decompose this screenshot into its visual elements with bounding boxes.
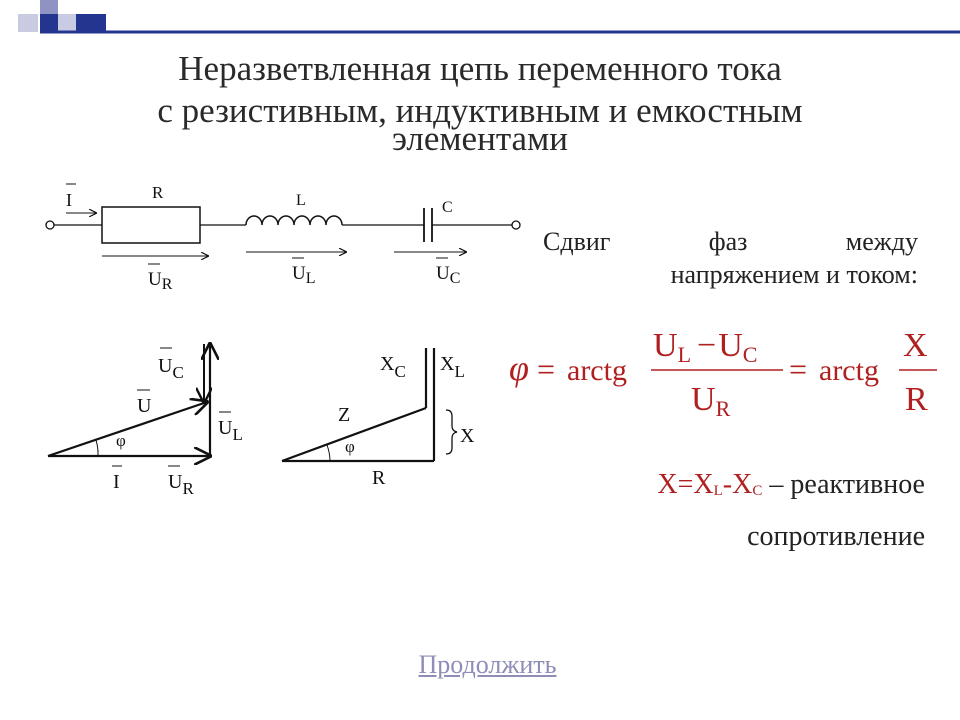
- resistor: [102, 207, 200, 243]
- phi-arc-2: [327, 445, 330, 461]
- formula-r: R: [905, 381, 928, 418]
- continue-link[interactable]: Продолжить: [418, 650, 557, 679]
- reactive-xl-sub: L: [713, 483, 723, 499]
- x-brace: [446, 410, 457, 454]
- vd-phi-label: φ: [116, 431, 126, 450]
- output-terminal: [512, 221, 520, 229]
- reactive-dash: -X: [722, 469, 753, 500]
- phase-word-3: между: [845, 227, 918, 256]
- inductor-label: L: [296, 192, 306, 209]
- formula-denominator: UR: [691, 381, 731, 421]
- uc-label: $U_C$: [436, 263, 461, 287]
- x-label: X: [460, 425, 475, 447]
- ul-label: $U_L$: [292, 263, 316, 287]
- vd-ur-label: $U_R$: [168, 471, 194, 498]
- current-label: I: [66, 190, 72, 210]
- vd-ul-label: $U_L$: [218, 417, 243, 444]
- z-label: Z: [338, 404, 351, 426]
- formula-eq-1: =: [537, 351, 556, 387]
- phi-label-2: φ: [345, 437, 355, 456]
- inductor-coil: [246, 216, 342, 225]
- vd-u-label: U: [137, 395, 152, 417]
- xl-label: $X_L$: [440, 353, 465, 381]
- formula-arctg-1: arctg: [567, 354, 627, 387]
- formula-eq-2: =: [789, 351, 808, 387]
- formula-arctg-2: arctg: [819, 354, 879, 387]
- capacitor-label: C: [442, 199, 453, 216]
- phase-word-1: Сдвиг: [543, 227, 611, 256]
- reactive-desc: – реактивное: [762, 469, 925, 500]
- vd-i-label: I: [113, 471, 120, 493]
- phase-line-2: напряжением и током:: [670, 260, 918, 289]
- formula-phi: φ: [509, 348, 529, 388]
- slide-title-line-3: элементами: [392, 119, 568, 158]
- xc-label: $X_C$: [380, 353, 406, 381]
- reactive-x-prefix: X=X: [657, 469, 714, 500]
- phase-word-2: фаз: [708, 227, 748, 256]
- phase-formula: [505, 318, 955, 428]
- voltage-vector-diagram: [48, 344, 243, 498]
- input-terminal: [46, 221, 54, 229]
- reactive-line-1: [560, 462, 925, 514]
- reactive-xc-sub: C: [752, 483, 763, 499]
- r-label: R: [372, 467, 386, 489]
- slide-title-line-2: с резистивным, индуктивным и емкостным: [157, 91, 803, 130]
- resistor-label: R: [152, 183, 164, 202]
- vd-uc-label: $U_C$: [158, 355, 184, 382]
- slide-title-line-1: Неразветвленная цепь переменного тока: [178, 49, 782, 88]
- impedance-triangle: [282, 348, 475, 489]
- series-circuit: [46, 183, 520, 293]
- reactive-definition: [560, 462, 925, 560]
- formula-x: X: [903, 327, 928, 364]
- formula-numerator: UL −UC: [653, 327, 758, 367]
- u-vector: [48, 402, 207, 456]
- phase-shift-caption: [543, 225, 918, 291]
- ur-label: $U_R$: [148, 269, 173, 293]
- reactive-line-2: сопротивление: [747, 521, 925, 552]
